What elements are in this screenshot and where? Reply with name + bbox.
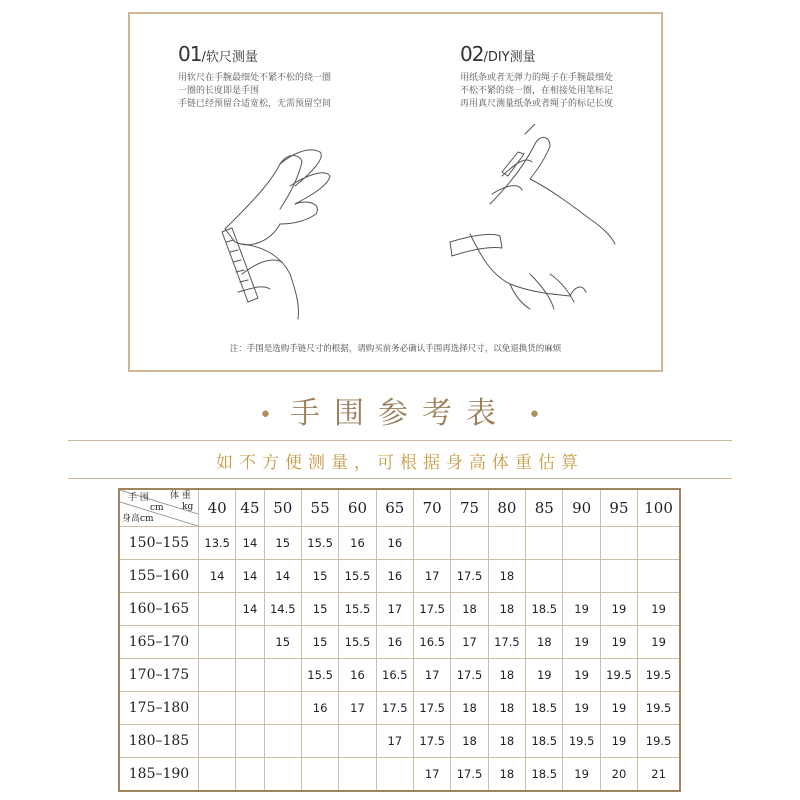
wrist-size-cell: 13.5: [199, 527, 236, 560]
wrist-size-cell: 15.5: [301, 659, 338, 692]
wrist-size-cell: [199, 626, 236, 659]
wrist-size-cell: 19.5: [600, 659, 637, 692]
corner-cell: [119, 489, 199, 527]
wrist-size-cell: [339, 758, 376, 792]
wrist-size-cell: [414, 527, 451, 560]
step-2-line: 不松不紧的绕一圈，在相接处用笔标记: [460, 86, 614, 96]
wrist-size-cell: 17.5: [451, 659, 488, 692]
wrist-size-cell: [301, 725, 338, 758]
height-range-cell: 185–190: [119, 758, 199, 792]
height-range-cell: 175–180: [119, 692, 199, 725]
step-2-label: /DIY测量: [483, 50, 536, 65]
wrist-size-cell: 18.5: [526, 692, 563, 725]
wrist-size-cell: 15: [264, 626, 301, 659]
height-range-cell: 170–175: [119, 659, 199, 692]
hand-measurement-illustration: [130, 124, 661, 339]
step-1-line: 一圈的长度即是手围: [178, 86, 260, 96]
wrist-size-cell: 19.5: [638, 659, 680, 692]
height-range-cell: 180–185: [119, 725, 199, 758]
weight-header-cell: 90: [563, 489, 600, 527]
wrist-size-cell: 16.5: [414, 626, 451, 659]
wrist-size-cell: [199, 659, 236, 692]
wrist-size-cell: 19.5: [563, 725, 600, 758]
wrist-size-cell: 17.5: [414, 593, 451, 626]
wrist-size-cell: 16: [339, 527, 376, 560]
wrist-size-cell: 20: [600, 758, 637, 792]
height-range-cell: 160–165: [119, 593, 199, 626]
table-row: [119, 725, 680, 758]
corner-cm-unit: cm: [150, 503, 164, 513]
wrist-size-cell: 19: [638, 593, 680, 626]
wrist-size-cell: 15.5: [339, 626, 376, 659]
wrist-size-cell: [563, 527, 600, 560]
table-row: [119, 659, 680, 692]
wrist-size-cell: [199, 725, 236, 758]
wrist-size-cell: [236, 626, 264, 659]
weight-header-cell: 45: [236, 489, 264, 527]
height-range-cell: 165–170: [119, 626, 199, 659]
wrist-size-cell: 15: [301, 593, 338, 626]
reference-table-subheading: 如不方便测量，可根据身高体重估算: [216, 453, 584, 473]
wrist-size-cell: [600, 527, 637, 560]
wrist-size-cell: [236, 725, 264, 758]
step-1-label: /软尺测量: [201, 50, 258, 65]
wrist-size-cell: 19: [526, 659, 563, 692]
table-row: [119, 527, 680, 560]
weight-header-cell: 70: [414, 489, 451, 527]
step-2-title: [460, 42, 613, 66]
wrist-size-cell: [638, 560, 680, 593]
wrist-size-cell: 18: [451, 593, 488, 626]
height-range-cell: 150–155: [119, 527, 199, 560]
corner-weight-label: 体 重: [170, 491, 191, 501]
wrist-size-cell: 19: [600, 593, 637, 626]
wrist-size-cell: [199, 692, 236, 725]
step-2: [460, 42, 613, 111]
step-1-line: 手链已经预留合适宽松，无需预留空间: [178, 99, 332, 109]
divider-top: [68, 440, 732, 441]
wrist-size-cell: 16: [301, 692, 338, 725]
instruction-panel: [128, 12, 663, 372]
wrist-size-cell: [264, 659, 301, 692]
wrist-size-cell: 17.5: [488, 626, 525, 659]
wrist-size-cell: 18: [488, 725, 525, 758]
wrist-size-cell: [264, 758, 301, 792]
wrist-size-cell: 16: [376, 527, 413, 560]
wrist-size-cell: 18.5: [526, 725, 563, 758]
weight-header-row: [119, 489, 680, 527]
heading-title: 手围参考表: [290, 396, 510, 431]
wrist-size-cell: 21: [638, 758, 680, 792]
wrist-size-cell: 19.5: [638, 692, 680, 725]
wrist-size-cell: 17: [376, 593, 413, 626]
weight-header-cell: 80: [488, 489, 525, 527]
wrist-size-cell: [264, 692, 301, 725]
wrist-size-cell: 17.5: [376, 692, 413, 725]
wrist-size-cell: 17: [414, 659, 451, 692]
reference-table-heading: [0, 388, 800, 432]
wrist-size-cell: 14: [236, 560, 264, 593]
wrist-size-cell: 18: [488, 593, 525, 626]
divider-bottom: [68, 478, 732, 479]
wrist-size-cell: 16.5: [376, 659, 413, 692]
wrist-size-cell: [526, 560, 563, 593]
wrist-size-cell: 16: [339, 659, 376, 692]
wrist-size-cell: 18: [451, 725, 488, 758]
wrist-size-cell: 19: [563, 659, 600, 692]
wrist-size-cell: 15: [301, 560, 338, 593]
wrist-size-cell: 19: [638, 626, 680, 659]
wrist-size-cell: 17: [414, 560, 451, 593]
table-row: [119, 626, 680, 659]
wrist-size-cell: 14: [264, 560, 301, 593]
wrist-size-cell: 17: [339, 692, 376, 725]
wrist-size-cell: 18: [488, 560, 525, 593]
step-2-description: [460, 72, 613, 111]
table-row: [119, 758, 680, 792]
wrist-size-cell: 17: [376, 725, 413, 758]
wrist-size-cell: [563, 560, 600, 593]
wrist-size-cell: 14: [236, 593, 264, 626]
step-2-line: 再用真尺测量纸条或者绳子的标记长度: [460, 99, 614, 109]
wrist-size-cell: 15: [264, 527, 301, 560]
soft-tape-hand-drawing: [222, 150, 330, 319]
wrist-size-cell: 18: [488, 659, 525, 692]
wrist-size-cell: 15.5: [339, 593, 376, 626]
wrist-size-cell: [526, 527, 563, 560]
weight-header-cell: 65: [376, 489, 413, 527]
step-1-title: [178, 42, 331, 66]
wrist-size-cell: 17: [414, 758, 451, 792]
corner-height-label: 身高cm: [122, 514, 154, 524]
wrist-size-cell: 18: [526, 626, 563, 659]
wrist-size-cell: 18: [488, 758, 525, 792]
wrist-size-cell: 19.5: [638, 725, 680, 758]
wrist-size-cell: [301, 758, 338, 792]
wrist-size-cell: 15.5: [301, 527, 338, 560]
weight-header-cell: 85: [526, 489, 563, 527]
wrist-size-cell: 18.5: [526, 593, 563, 626]
wrist-size-cell: [236, 692, 264, 725]
wrist-size-cell: [638, 527, 680, 560]
wrist-size-cell: 19: [563, 758, 600, 792]
wrist-size-cell: 18: [451, 692, 488, 725]
corner-kg-unit: kg: [182, 502, 194, 512]
wrist-size-cell: 15: [301, 626, 338, 659]
weight-header-cell: 95: [600, 489, 637, 527]
table-row: [119, 560, 680, 593]
table-row: [119, 593, 680, 626]
step-1-number: 01: [178, 42, 202, 66]
height-range-cell: 155–160: [119, 560, 199, 593]
wrist-size-cell: 17.5: [451, 758, 488, 792]
wrist-size-cell: [451, 527, 488, 560]
wrist-size-cell: 14: [236, 527, 264, 560]
step-2-line: 用纸条或者无弹力的绳子在手腕最细处: [460, 73, 614, 83]
wrist-size-cell: [600, 560, 637, 593]
wrist-size-cell: 19: [563, 692, 600, 725]
wrist-size-cell: 19: [563, 626, 600, 659]
right-dot-icon: •: [528, 402, 541, 428]
wrist-size-cell: 17.5: [414, 692, 451, 725]
left-dot-icon: •: [259, 402, 272, 428]
wrist-size-cell: [199, 758, 236, 792]
weight-header-cell: 60: [339, 489, 376, 527]
wrist-size-cell: 19: [563, 593, 600, 626]
wrist-size-cell: 14.5: [264, 593, 301, 626]
wrist-size-table: [118, 488, 681, 792]
step-1-line: 用软尺在手腕最细处不紧不松的绕一圈: [178, 73, 332, 83]
table-row: [119, 692, 680, 725]
step-1-description: [178, 72, 331, 111]
wrist-size-cell: [264, 725, 301, 758]
step-2-number: 02: [460, 42, 484, 66]
weight-header-cell: 50: [264, 489, 301, 527]
wrist-size-cell: 16: [376, 626, 413, 659]
weight-header-cell: 100: [638, 489, 680, 527]
measurement-note: 注：手围是选购手链尺寸的根据，请购买前务必确认手围再选择尺寸，以免退换货的麻烦: [229, 344, 562, 354]
wrist-size-cell: 18: [488, 692, 525, 725]
wrist-size-cell: 18.5: [526, 758, 563, 792]
wrist-size-cell: [236, 758, 264, 792]
diy-paper-hand-drawing: [450, 124, 615, 309]
weight-header-cell: 40: [199, 489, 236, 527]
weight-header-cell: 55: [301, 489, 338, 527]
wrist-size-cell: 19: [600, 725, 637, 758]
wrist-size-cell: 16: [376, 560, 413, 593]
wrist-size-cell: 17.5: [414, 725, 451, 758]
wrist-size-cell: [199, 593, 236, 626]
corner-wrist-label: 手 围: [128, 493, 149, 503]
wrist-size-cell: 15.5: [339, 560, 376, 593]
wrist-size-cell: 17: [451, 626, 488, 659]
wrist-size-cell: [488, 527, 525, 560]
wrist-size-cell: [339, 725, 376, 758]
weight-header-cell: 75: [451, 489, 488, 527]
wrist-size-cell: [376, 758, 413, 792]
wrist-size-cell: [236, 659, 264, 692]
wrist-size-cell: 14: [199, 560, 236, 593]
wrist-size-cell: 19: [600, 692, 637, 725]
wrist-size-cell: 19: [600, 626, 637, 659]
wrist-size-cell: 17.5: [451, 560, 488, 593]
step-1: [178, 42, 331, 111]
